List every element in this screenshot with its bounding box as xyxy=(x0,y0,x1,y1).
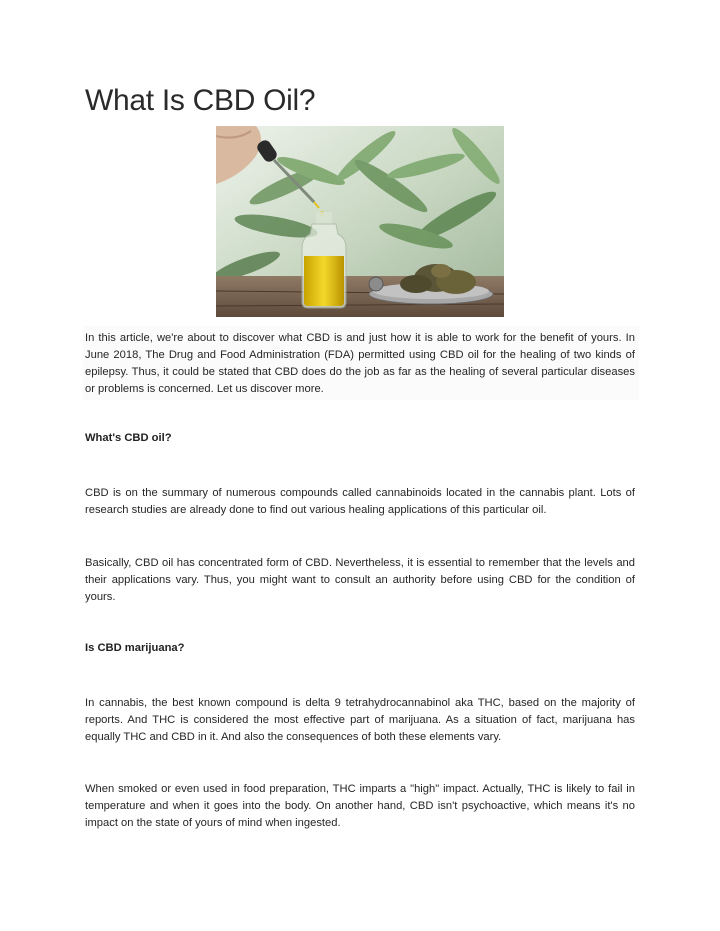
paragraph-thc-compound: In cannabis, the best known compound is delta 9 tetrahydrocannabinol aka THC, based on the majority of reports. And THC is considered the most effective part of marijuana. As a situation of fact, marijuana has equally THC and CBD in it. And also the consequences of both these elements vary. xyxy=(85,697,635,743)
paragraph-cbd-summary: CBD is on the summary of numerous compounds called cannabinoids located in the cannabis plant. Lots of research studies are already done to find out various healing applications of this particular oil. xyxy=(85,487,635,516)
paragraph-thc-high: When smoked or even used in food preparation, THC imparts a "high" impact. Actually, THC is likely to fail in temperature and when it goes into the body. On another hand, CBD isn't psychoactive, which means it's no impact on the state of yours of mind when ingested. xyxy=(85,783,635,829)
section-heading-is-cbd-marijuana: Is CBD marijuana? xyxy=(85,642,185,654)
intro-paragraph: In this article, we're about to discover what CBD is and just how it is able to work for the benefit of yours. In June 2018, The Drug and Food Administration (FDA) permitted using CBD oil for the healing of two kinds of epilepsy. Thus, it could be stated that CBD does do the job as far as the healing of several particular diseases or problems is concerned. Let us discover more. xyxy=(85,332,635,395)
cbd-oil-photo xyxy=(216,126,504,317)
page-title: What Is CBD Oil? xyxy=(85,84,316,117)
section-heading-whats-cbd-oil: What's CBD oil? xyxy=(85,432,172,444)
paragraph-cbd-concentrated: Basically, CBD oil has concentrated form of CBD. Nevertheless, it is essential to remember that the levels and their applications vary. Thus, you might want to consult an authority before using CBD for the condition of yours. xyxy=(85,557,635,603)
